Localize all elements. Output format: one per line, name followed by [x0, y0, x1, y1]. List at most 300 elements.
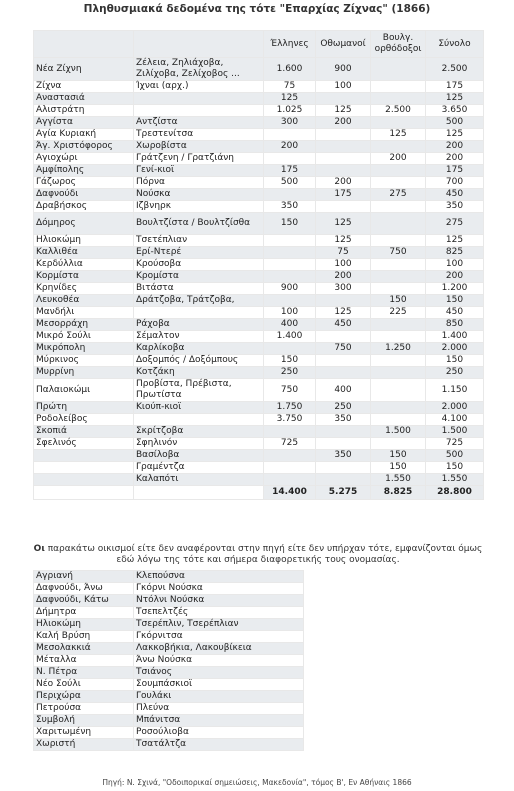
list-item — [34, 715, 484, 727]
village-cell: Αλιστράτη — [34, 105, 134, 117]
ottomans-cell: 400 — [316, 379, 371, 402]
village-cell: Μυρρίνη — [34, 367, 134, 379]
old-name-cell: Κοτζάκη — [134, 367, 264, 379]
ottomans-cell: 350 — [316, 414, 371, 426]
village-cell: Αγία Κυριακή — [34, 129, 134, 141]
list-item — [34, 619, 484, 631]
old-name-cell: Γραμέντζα — [134, 462, 264, 474]
ottomans-cell — [316, 367, 371, 379]
village-cell: Κορμίστα — [34, 271, 134, 283]
bulgarian-orthodox-cell — [371, 201, 426, 213]
total-cell: 1.200 — [426, 283, 484, 295]
empty-cell — [304, 715, 484, 727]
old-name-cell: Καρλίκοβα — [134, 343, 264, 355]
village-cell: Μικρόπολη — [34, 343, 134, 355]
ottomans-cell: 125 — [316, 307, 371, 319]
renamed-village-cell: Νέο Σούλι — [34, 679, 134, 691]
total-cell: 175 — [426, 165, 484, 177]
bulgarian-orthodox-cell: 750 — [371, 247, 426, 259]
total-cell: 150 — [426, 462, 484, 474]
table-row — [34, 414, 484, 426]
table-row — [34, 177, 484, 189]
totals-blank — [34, 486, 134, 500]
old-name-cell: Σφηλινόν — [134, 438, 264, 450]
bulgarian-orthodox-cell — [371, 355, 426, 367]
bulgarian-orthodox-cell — [371, 331, 426, 343]
total-cell: 3.650 — [426, 105, 484, 117]
table-row — [34, 307, 484, 319]
old-name-cell: Δράτζοβα, Τράτζοβα, — [134, 295, 264, 307]
renamed-village-cell: Περιχώρα — [34, 691, 134, 703]
old-name-cell: Ράχοβα — [134, 319, 264, 331]
greeks-cell — [264, 295, 316, 307]
village-cell: Πρώτη — [34, 402, 134, 414]
village-cell: Μανδήλι — [34, 307, 134, 319]
list-item — [34, 703, 484, 715]
table-row — [34, 189, 484, 201]
old-name-cell: Ζέλεια, Ζηλιάχοβα, Ζιλίχοβα, Ζελίχοβος ... — [134, 58, 264, 81]
total-overall: 28.800 — [426, 486, 484, 500]
empty-cell — [304, 679, 484, 691]
greeks-cell: 500 — [264, 177, 316, 189]
total-cell: 2.500 — [426, 58, 484, 81]
total-cell: 350 — [426, 201, 484, 213]
village-cell: Σκοπιά — [34, 426, 134, 438]
greeks-cell: 1.025 — [264, 105, 316, 117]
bulgarian-orthodox-cell: 1.250 — [371, 343, 426, 355]
table-row — [34, 235, 484, 247]
renamed-old-name-cell: Μπάνιτσα — [134, 715, 304, 727]
empty-cell — [304, 571, 484, 583]
total-cell: 450 — [426, 307, 484, 319]
greeks-cell: 150 — [264, 213, 316, 235]
renamed-old-name-cell: Σουμπάσκιοϊ — [134, 679, 304, 691]
total-cell: 200 — [426, 141, 484, 153]
renamed-village-cell: Χωριστή — [34, 739, 134, 751]
bulgarian-orthodox-cell — [371, 81, 426, 93]
list-item — [34, 727, 484, 739]
source-citation: Πηγή: Ν. Σχινά, "Οδοιπορικαί σημειώσεις, Μακεδονία", τόμος Β', Εν Αθήναις 1866 — [102, 778, 412, 787]
table-row — [34, 450, 484, 462]
total-cell: 275 — [426, 213, 484, 235]
total-cell: 850 — [426, 319, 484, 331]
empty-cell — [304, 607, 484, 619]
table-row — [34, 247, 484, 259]
old-name-cell: Βουλτζίστα / Βουλτζίσθα — [134, 213, 264, 235]
old-name-cell: Σέμαλτον — [134, 331, 264, 343]
old-name-cell: Κρούσοβα — [134, 259, 264, 271]
greeks-cell: 1.750 — [264, 402, 316, 414]
renamed-village-cell: Καλή Βρύση — [34, 631, 134, 643]
total-cell: 500 — [426, 450, 484, 462]
old-name-cell — [134, 414, 264, 426]
total-cell: 825 — [426, 247, 484, 259]
village-cell: Κερδύλλια — [34, 259, 134, 271]
total-cell: 500 — [426, 117, 484, 129]
list-item — [34, 679, 484, 691]
list-item — [34, 595, 484, 607]
old-name-cell: Αντζίστα — [134, 117, 264, 129]
greeks-cell — [264, 462, 316, 474]
header-old-name — [134, 31, 264, 58]
old-name-cell: Βιτάστα — [134, 283, 264, 295]
ottomans-cell — [316, 93, 371, 105]
table-row — [34, 474, 484, 486]
ottomans-cell — [316, 295, 371, 307]
greeks-cell — [264, 247, 316, 259]
village-cell — [34, 462, 134, 474]
old-name-cell: Τσετέπλιαν — [134, 235, 264, 247]
total-cell: 175 — [426, 81, 484, 93]
list-item — [34, 655, 484, 667]
table-row — [34, 213, 484, 235]
table-row — [34, 331, 484, 343]
renamed-old-name-cell: Τσερέπλιν, Τσερέπλιαν — [134, 619, 304, 631]
renamed-old-name-cell: Τσεπελτζές — [134, 607, 304, 619]
renamed-village-cell: Ν. Πέτρα — [34, 667, 134, 679]
renamed-old-name-cell: Γουλάκι — [134, 691, 304, 703]
old-name-cell: Ερί-Ντερέ — [134, 247, 264, 259]
bulgarian-orthodox-cell — [371, 117, 426, 129]
table-row — [34, 402, 484, 414]
ottomans-cell — [316, 462, 371, 474]
village-cell: Λευκοθέα — [34, 295, 134, 307]
greeks-cell — [264, 474, 316, 486]
list-item — [34, 667, 484, 679]
ottomans-cell: 250 — [316, 402, 371, 414]
greeks-cell: 350 — [264, 201, 316, 213]
ottomans-cell: 350 — [316, 450, 371, 462]
total-cell: 4.100 — [426, 414, 484, 426]
ottomans-cell: 200 — [316, 271, 371, 283]
empty-cell — [304, 583, 484, 595]
note-text — [33, 544, 483, 566]
old-name-cell — [134, 307, 264, 319]
greeks-cell — [264, 129, 316, 141]
greeks-cell: 1.600 — [264, 58, 316, 81]
bulgarian-orthodox-cell — [371, 319, 426, 331]
total-cell: 150 — [426, 355, 484, 367]
empty-cell — [304, 643, 484, 655]
ottomans-cell: 450 — [316, 319, 371, 331]
village-cell: Δαφνούδι — [34, 189, 134, 201]
greeks-cell: 3.750 — [264, 414, 316, 426]
old-name-cell: Βασίλοβα — [134, 450, 264, 462]
village-cell: Μεσορράχη — [34, 319, 134, 331]
bulgarian-orthodox-cell — [371, 271, 426, 283]
total-cell: 100 — [426, 259, 484, 271]
renamed-villages-table — [33, 570, 484, 751]
village-cell: Ροδολείβος — [34, 414, 134, 426]
greeks-cell: 725 — [264, 438, 316, 450]
table-row — [34, 462, 484, 474]
bulgarian-orthodox-cell — [371, 58, 426, 81]
bulgarian-orthodox-cell — [371, 259, 426, 271]
renamed-old-name-cell: Λακκοβήκια, Λακουβίκεια — [134, 643, 304, 655]
bulgarian-orthodox-cell — [371, 367, 426, 379]
greeks-cell — [264, 189, 316, 201]
village-cell: Αγιοχώρι — [34, 153, 134, 165]
village-cell: Καλλιθέα — [34, 247, 134, 259]
village-cell: Μύρκινος — [34, 355, 134, 367]
total-cell: 125 — [426, 235, 484, 247]
total-cell: 700 — [426, 177, 484, 189]
ottomans-cell: 200 — [316, 177, 371, 189]
total-ottomans: 5.275 — [316, 486, 371, 500]
bulgarian-orthodox-cell — [371, 283, 426, 295]
renamed-old-name-cell: Κλεπούσνα — [134, 571, 304, 583]
renamed-old-name-cell: Τσατάλτζα — [134, 739, 304, 751]
ottomans-cell: 125 — [316, 213, 371, 235]
ottomans-cell — [316, 438, 371, 450]
renamed-village-cell: Δήμητρα — [34, 607, 134, 619]
total-cell: 250 — [426, 367, 484, 379]
total-greeks: 14.400 — [264, 486, 316, 500]
bulgarian-orthodox-cell: 150 — [371, 295, 426, 307]
old-name-cell: Καλαπότι — [134, 474, 264, 486]
greeks-cell: 750 — [264, 379, 316, 402]
bulgarian-orthodox-cell: 125 — [371, 129, 426, 141]
note-lead: Οι — [33, 544, 45, 554]
total-cell: 200 — [426, 153, 484, 165]
table-row — [34, 343, 484, 355]
table-row — [34, 81, 484, 93]
total-cell: 2.000 — [426, 402, 484, 414]
total-cell: 1.150 — [426, 379, 484, 402]
list-item — [34, 691, 484, 703]
greeks-cell: 100 — [264, 307, 316, 319]
old-name-cell: Προβίστα, Πρέβιστα, Πρωτίστα — [134, 379, 264, 402]
empty-cell — [304, 655, 484, 667]
table-row — [34, 283, 484, 295]
empty-cell — [304, 667, 484, 679]
renamed-village-cell: Μεσολακκιά — [34, 643, 134, 655]
header-bulgarian-orthodox: Βουλγ. ορθόδοξοι — [371, 31, 426, 58]
greeks-cell — [264, 235, 316, 247]
ottomans-cell — [316, 165, 371, 177]
bulgarian-orthodox-cell — [371, 402, 426, 414]
old-name-cell: Δοξομπός / Δοξόμπους — [134, 355, 264, 367]
renamed-villages-body — [34, 571, 484, 751]
bulgarian-orthodox-cell: 1.500 — [371, 426, 426, 438]
population-table — [33, 30, 484, 500]
greeks-cell: 175 — [264, 165, 316, 177]
total-bulgarian-orthodox: 8.825 — [371, 486, 426, 500]
village-cell: Σφελινός — [34, 438, 134, 450]
header-ottomans: Οθωμανοί — [316, 31, 371, 58]
renamed-old-name-cell: Τσιάνος — [134, 667, 304, 679]
greeks-cell — [264, 271, 316, 283]
bulgarian-orthodox-cell — [371, 438, 426, 450]
renamed-old-name-cell: Ροσούλιοβα — [134, 727, 304, 739]
greeks-cell — [264, 259, 316, 271]
total-cell: 200 — [426, 271, 484, 283]
empty-cell — [304, 703, 484, 715]
ottomans-cell — [316, 141, 371, 153]
renamed-old-name-cell: Γκόρνι Νούσκα — [134, 583, 304, 595]
renamed-old-name-cell: Ντόλνι Νούσκα — [134, 595, 304, 607]
total-cell: 2.000 — [426, 343, 484, 355]
page-title: Πληθυσμιακά δεδομένα της τότε "Επαρχίας Ζίχνας" (1866) — [83, 3, 431, 15]
table-row — [34, 93, 484, 105]
ottomans-cell — [316, 331, 371, 343]
old-name-cell: Ιζβνηρκ — [134, 201, 264, 213]
list-item — [34, 571, 484, 583]
list-item — [34, 583, 484, 595]
table-row — [34, 355, 484, 367]
renamed-village-cell: Πετρούσα — [34, 703, 134, 715]
ottomans-cell — [316, 201, 371, 213]
ottomans-cell: 200 — [316, 117, 371, 129]
table-row — [34, 367, 484, 379]
note-body: παρακάτω οικισμοί είτε δεν αναφέρονται στην πηγή είτε δεν υπήρχαν τότε, εμφανίζονται όμως εδώ λόγω της τότε και σήμερα διαφορετικής τους ονομασίας. — [44, 544, 483, 565]
table-row — [34, 117, 484, 129]
list-item — [34, 607, 484, 619]
old-name-cell — [134, 93, 264, 105]
ottomans-cell: 100 — [316, 81, 371, 93]
table-row — [34, 319, 484, 331]
village-cell: Αναστασιά — [34, 93, 134, 105]
ottomans-cell: 75 — [316, 247, 371, 259]
table-row — [34, 129, 484, 141]
greeks-cell: 75 — [264, 81, 316, 93]
table-row — [34, 141, 484, 153]
ottomans-cell: 300 — [316, 283, 371, 295]
ottomans-cell — [316, 129, 371, 141]
empty-cell — [304, 727, 484, 739]
ottomans-cell: 125 — [316, 235, 371, 247]
empty-cell — [304, 619, 484, 631]
header-greeks: Έλληνες — [264, 31, 316, 58]
village-cell: Γάζωρος — [34, 177, 134, 189]
old-name-cell: Κρομίστα — [134, 271, 264, 283]
village-cell: Δόμηρος — [34, 213, 134, 235]
greeks-cell — [264, 450, 316, 462]
renamed-old-name-cell: Γκόρνιτσα — [134, 631, 304, 643]
table-row — [34, 438, 484, 450]
village-cell: Νέα Ζίχνη — [34, 58, 134, 81]
empty-cell — [304, 691, 484, 703]
greeks-cell: 125 — [264, 93, 316, 105]
old-name-cell: Πόρνα — [134, 177, 264, 189]
village-cell: Μικρό Σούλι — [34, 331, 134, 343]
greeks-cell: 150 — [264, 355, 316, 367]
village-cell — [34, 474, 134, 486]
bulgarian-orthodox-cell — [371, 379, 426, 402]
old-name-cell: Γράτζενη / Γρατζιάνη — [134, 153, 264, 165]
ottomans-cell: 125 — [316, 105, 371, 117]
total-cell: 125 — [426, 93, 484, 105]
table-row — [34, 295, 484, 307]
table-row — [34, 271, 484, 283]
greeks-cell: 900 — [264, 283, 316, 295]
old-name-cell: Χωροβίστα — [134, 141, 264, 153]
greeks-cell — [264, 343, 316, 355]
bulgarian-orthodox-cell — [371, 141, 426, 153]
bulgarian-orthodox-cell — [371, 414, 426, 426]
village-cell: Ηλιοκώμη — [34, 235, 134, 247]
bulgarian-orthodox-cell — [371, 177, 426, 189]
table-row — [34, 165, 484, 177]
renamed-old-name-cell: Πλεύνα — [134, 703, 304, 715]
renamed-village-cell: Ηλιοκώμη — [34, 619, 134, 631]
old-name-cell: Νούσκα — [134, 189, 264, 201]
total-cell: 1.500 — [426, 426, 484, 438]
table-row — [34, 426, 484, 438]
renamed-village-cell: Αγριανή — [34, 571, 134, 583]
bulgarian-orthodox-cell: 1.550 — [371, 474, 426, 486]
bulgarian-orthodox-cell — [371, 93, 426, 105]
greeks-cell: 250 — [264, 367, 316, 379]
table-row — [34, 153, 484, 165]
village-cell — [34, 450, 134, 462]
renamed-village-cell: Δαφνούδι, Κάτω — [34, 595, 134, 607]
renamed-village-cell: Μέταλλα — [34, 655, 134, 667]
empty-cell — [304, 595, 484, 607]
total-cell: 150 — [426, 295, 484, 307]
total-cell: 125 — [426, 129, 484, 141]
old-name-cell: Σκρίτζοβα — [134, 426, 264, 438]
ottomans-cell: 750 — [316, 343, 371, 355]
old-name-cell: Ίχναι (αρχ.) — [134, 81, 264, 93]
renamed-village-cell: Χαριτωμένη — [34, 727, 134, 739]
list-item — [34, 739, 484, 751]
ottomans-cell: 100 — [316, 259, 371, 271]
village-cell: Κρηνίδες — [34, 283, 134, 295]
bulgarian-orthodox-cell: 225 — [371, 307, 426, 319]
total-cell: 450 — [426, 189, 484, 201]
header-total: Σύνολο — [426, 31, 484, 58]
old-name-cell: Τρεστενίτσα — [134, 129, 264, 141]
table-row — [34, 201, 484, 213]
village-cell: Αγγίστα — [34, 117, 134, 129]
village-cell: Αμφίπολης — [34, 165, 134, 177]
renamed-village-cell: Δαφνούδι, Άνω — [34, 583, 134, 595]
total-cell: 1.550 — [426, 474, 484, 486]
greeks-cell — [264, 426, 316, 438]
bulgarian-orthodox-cell: 275 — [371, 189, 426, 201]
bulgarian-orthodox-cell: 2.500 — [371, 105, 426, 117]
village-cell: Παλαιοκώμι — [34, 379, 134, 402]
old-name-cell: Κιούπ-κιοϊ — [134, 402, 264, 414]
total-cell: 1.400 — [426, 331, 484, 343]
bulgarian-orthodox-cell: 200 — [371, 153, 426, 165]
old-name-cell: Γενί-κιοϊ — [134, 165, 264, 177]
bulgarian-orthodox-cell — [371, 235, 426, 247]
totals-blank — [134, 486, 264, 500]
list-item — [34, 643, 484, 655]
greeks-cell: 1.400 — [264, 331, 316, 343]
village-cell: Άγ. Χριστόφορος — [34, 141, 134, 153]
ottomans-cell — [316, 474, 371, 486]
greeks-cell — [264, 153, 316, 165]
renamed-old-name-cell: Άνω Νούσκα — [134, 655, 304, 667]
greeks-cell: 400 — [264, 319, 316, 331]
population-table-body — [34, 58, 484, 486]
bulgarian-orthodox-cell: 150 — [371, 450, 426, 462]
header-row — [34, 31, 484, 58]
list-item — [34, 631, 484, 643]
greeks-cell: 300 — [264, 117, 316, 129]
ottomans-cell — [316, 153, 371, 165]
table-row — [34, 379, 484, 402]
totals-row — [34, 486, 484, 500]
header-village — [34, 31, 134, 58]
greeks-cell: 200 — [264, 141, 316, 153]
table-row — [34, 105, 484, 117]
ottomans-cell: 900 — [316, 58, 371, 81]
empty-cell — [304, 631, 484, 643]
